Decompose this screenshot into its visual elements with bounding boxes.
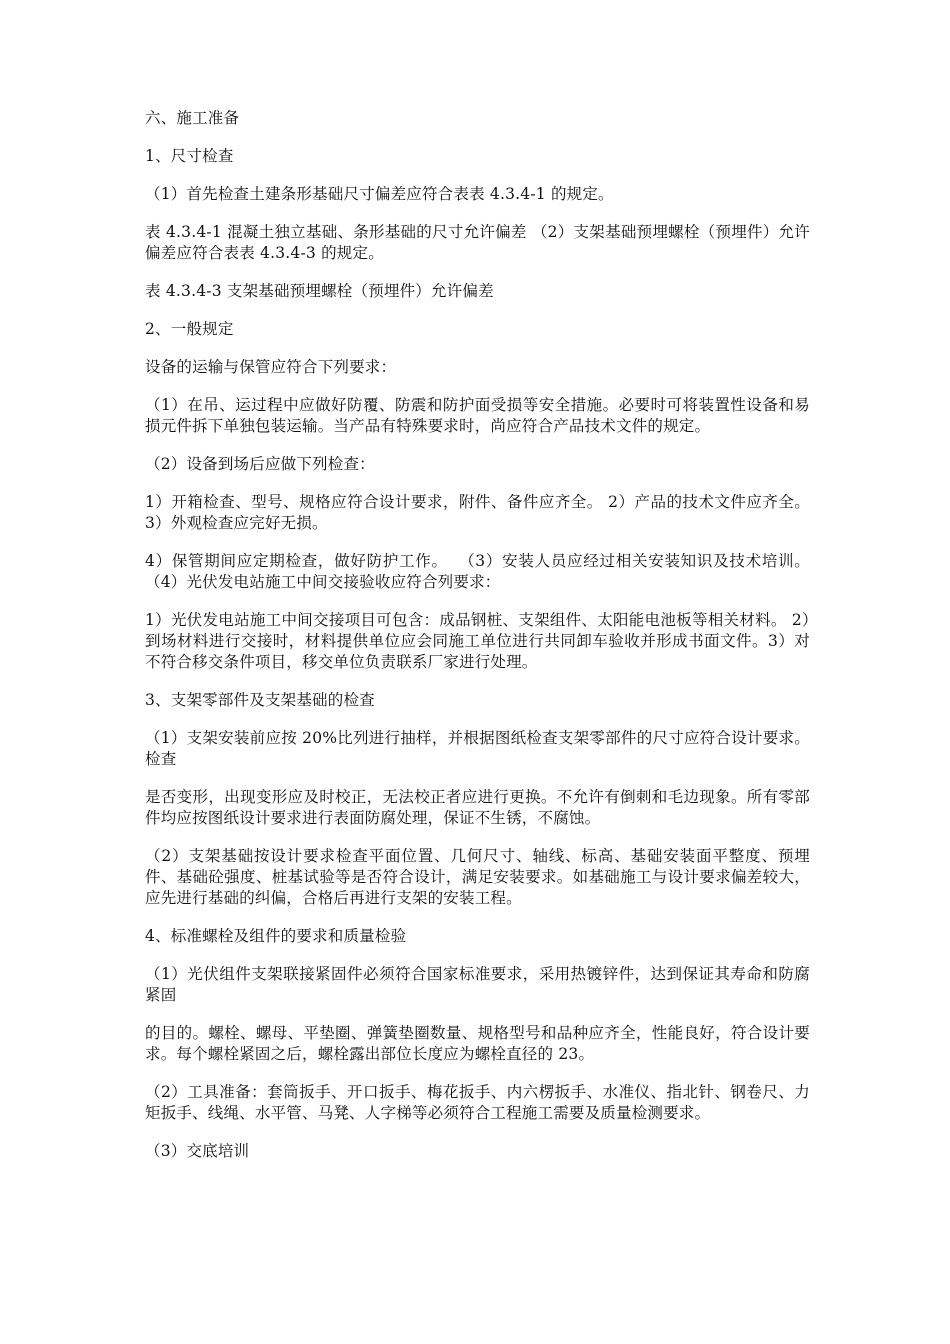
subsection-heading-bracket-check: 3、支架零部件及支架基础的检查 xyxy=(145,691,375,709)
section-heading-6: 六、施工准备 xyxy=(145,109,240,127)
subsection-heading-general: 2、一般规定 xyxy=(145,320,234,338)
paragraph: （2）支架基础按设计要求检查平面位置、几何尺寸、轴线、标高、基础安装面平整度、预埋件、基础砼强度、桩基试验等是否符合设计，满足安装要求。如基础施工与设计要求偏差较大，应先进行基础的纠偏，合格后再进行支架的安装工程。 xyxy=(145,847,810,907)
paragraph: 表 4.3.4-1 混凝土独立基础、条形基础的尺寸允许偏差 （2）支架基础预埋螺栓（预埋件）允许偏差应符合表表 4.3.4-3 的规定。 xyxy=(145,223,810,262)
paragraph: （1）光伏组件支架联接紧固件必须符合国家标准要求，采用热镀锌件，达到保证其寿命和防腐紧固 xyxy=(145,965,810,1004)
paragraph: 4）保管期间应定期检查，做好防护工作。 （3）安装人员应经过相关安装知识及技术培训。 （4）光伏发电站施工中间交接验收应符合列要求： xyxy=(145,552,821,591)
subsection-heading-bolts: 4、标准螺栓及组件的要求和质量检验 xyxy=(145,927,407,945)
subsection-heading-size-check: 1、尺寸检查 xyxy=(145,147,234,165)
paragraph: （1）首先检查土建条形基础尺寸偏差应符合表表 4.3.4-1 的规定。 xyxy=(145,185,614,203)
paragraph: （3）交底培训 xyxy=(145,1142,250,1160)
paragraph: 1）开箱检查、型号、规格应符合设计要求，附件、备件应齐全。 2）产品的技术文件应齐全。 3）外观检查应完好无损。 xyxy=(145,493,816,532)
paragraph: （1）支架安装前应按 20%比列进行抽样，并根据图纸检查支架零部件的尺寸应符合设计要求。检查 xyxy=(145,729,810,768)
paragraph: （2）设备到场后应做下列检查： xyxy=(145,455,375,473)
paragraph: 设备的运输与保管应符合下列要求： xyxy=(145,358,397,376)
paragraph: 的目的。螺栓、螺母、平垫圈、弹簧垫圈数量、规格型号和品种应齐全，性能良好，符合设计要求。每个螺栓紧固之后，螺栓露出部位长度应为螺栓直径的 23。 xyxy=(145,1024,810,1063)
table-caption: 表 4.3.4-3 支架基础预埋螺栓（预埋件）允许偏差 xyxy=(145,282,494,300)
paragraph: （2）工具准备：套筒扳手、开口扳手、梅花扳手、内六楞扳手、水准仪、指北针、钢卷尺、力矩扳手、线绳、水平管、马凳、人字梯等必须符合工程施工需要及质量检测要求。 xyxy=(145,1083,810,1122)
paragraph: （1）在吊、运过程中应做好防覆、防震和防护面受损等安全措施。必要时可将装置性设备和易损元件拆下单独包装运输。当产品有特殊要求时，尚应符合产品技术文件的规定。 xyxy=(145,396,810,435)
paragraph: 1）光伏发电站施工中间交接项目可包含：成品钢桩、支架组件、太阳能电池板等相关材料。 2）到场材料进行交接时，材料提供单位应会同施工单位进行共同卸车验收并形成书面文件。3）对不符合移交条件项目，移交单位负责联系厂家进行处理。 xyxy=(145,611,810,671)
document-body xyxy=(145,108,821,1179)
paragraph: 是否变形，出现变形应及时校正，无法校正者应进行更换。不允许有倒刺和毛边现象。所有零部件均应按图纸设计要求进行表面防腐处理，保证不生锈，不腐蚀。 xyxy=(145,788,810,827)
